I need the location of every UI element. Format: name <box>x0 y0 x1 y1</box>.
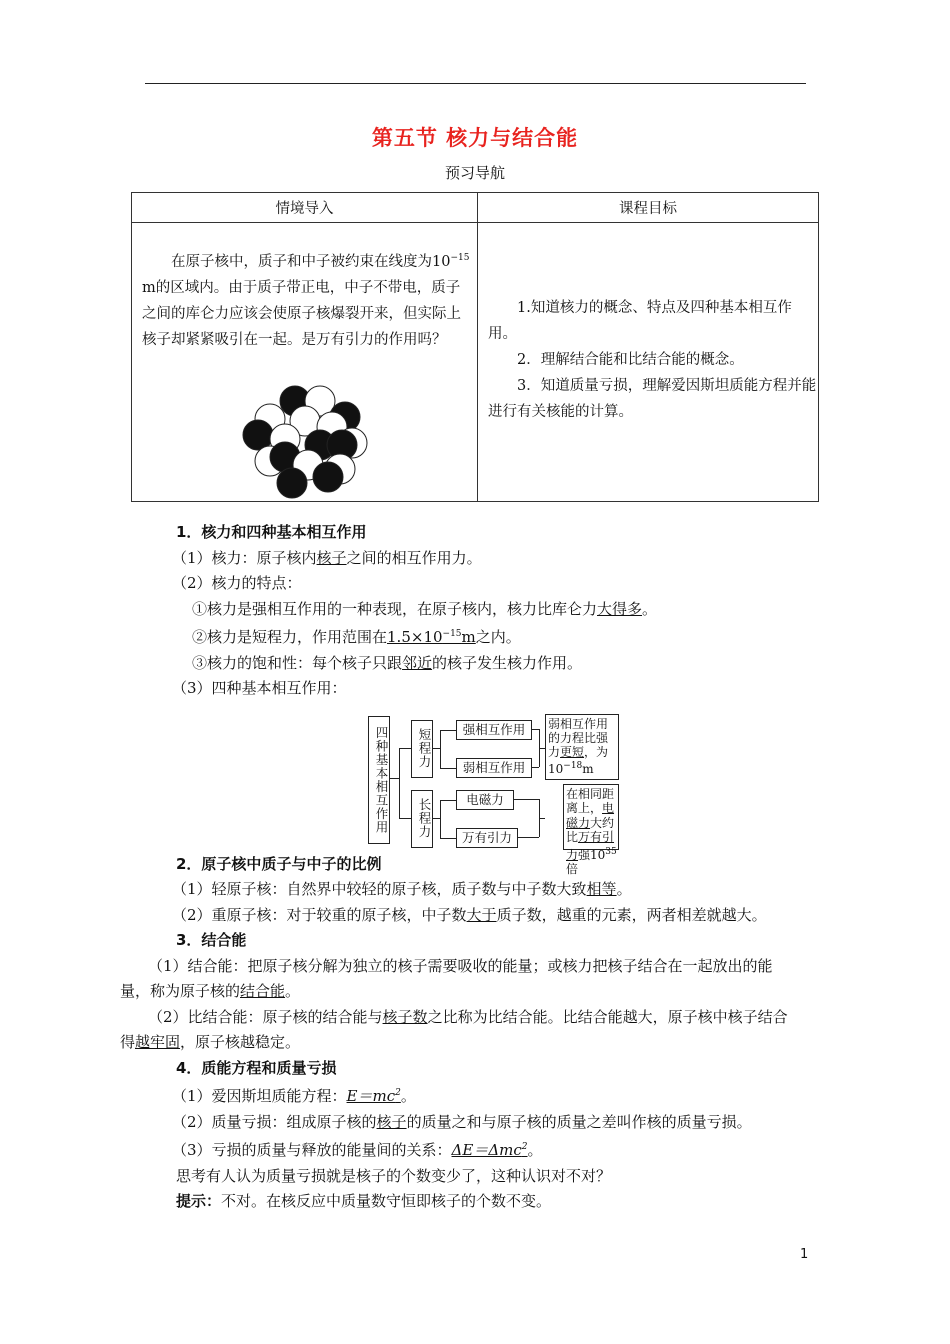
para-feature-2: ②核力是短程力，作用范围在$1.5\times 10^{-15}m$之内。 <box>192 628 521 646</box>
para-feature-1: ①核力是强相互作用的一种表现，在原子核内，核力比库仑力大得多。 <box>192 599 658 618</box>
para-light-nucleus: （1）轻原子核：自然界中较轻的原子核，质子数与中子数大致相等。 <box>172 880 632 898</box>
para-mass-defect: （2）质量亏损：组成原子核的核子的质量之和与原子核的质量之差叫作核的质量亏损。 <box>172 1112 752 1131</box>
goal-item: 1.知道核力的概念、特点及四种基本相互作用。 <box>488 300 792 342</box>
diagram-short-range-box: 短程力 <box>411 720 433 778</box>
header-rule <box>145 83 806 84</box>
diagram-note-em: 在相同距离上，电磁力大约比万有引力强$10^{35}$倍 <box>563 784 619 850</box>
section-heading-2: 2．原子核中质子与中子的比例 <box>176 854 382 873</box>
diagram-long-range-box: 长程力 <box>411 790 433 848</box>
diagram-strong-box: 强相互作用 <box>456 720 532 740</box>
scenario-text: 在原子核中，质子和中子被约束在线度为$10^{-15}$ m的区域内。由于质子带正电，中子不带电，质子之间的库仑力应该会使原子核爆裂开来，但实际上核子却紧紧吸引在一起。是万有引力的作用吗？ <box>142 253 470 348</box>
goals-cell <box>478 223 819 502</box>
table-header-scenario: 情境导入 <box>132 193 478 223</box>
scenario-cell <box>132 223 478 502</box>
para-nuclear-force: （1）核力：原子核内核子之间的相互作用力。 <box>172 548 482 567</box>
section-heading-1: 1．核力和四种基本相互作用 <box>176 523 367 541</box>
diagram-weak-box: 弱相互作用 <box>456 758 532 778</box>
page-title: 第五节 核力与结合能 <box>371 126 579 150</box>
para-think-question: 思考有人认为质量亏损就是核子的个数变少了，这种认识对不对？ <box>176 1166 612 1185</box>
goal-item: 2．理解结合能和比结合能的概念。 <box>517 352 744 368</box>
goals-list <box>488 295 818 425</box>
diagram-em-box: 电磁力 <box>456 790 514 810</box>
nucleus-illustration <box>240 383 372 503</box>
table-header-goals: 课程目标 <box>478 193 819 223</box>
section-heading-4: 4．质能方程和质量亏损 <box>176 1058 337 1077</box>
para-einstein-equation: （1）爱因斯坦质能方程：$E=mc^2$。 <box>172 1087 416 1105</box>
section-subtitle: 预习导航 <box>444 164 505 182</box>
page-number: 1 <box>800 1247 809 1262</box>
goal-item: 3．知道质量亏损，理解爱因斯坦质能方程并能进行有关核能的计算。 <box>488 378 817 420</box>
para-specific-binding-energy: （2）比结合能：原子核的结合能与核子数之比称为比结合能。比结合能越大，原子核中核子结合得越牢固，原子核越稳定。 <box>120 1007 788 1051</box>
diagram-root-box: 四种基本相互作用 <box>368 716 390 844</box>
para-four-interactions: （3）四种基本相互作用： <box>172 679 347 697</box>
diagram-gravity-box: 万有引力 <box>456 828 518 848</box>
para-force-features: （2）核力的特点： <box>172 574 302 592</box>
para-hint: 提示：不对。在核反应中质量数守恒即核子的个数不变。 <box>176 1192 552 1210</box>
para-feature-3: ③核力的饱和性：每个核子只跟邻近的核子发生核力作用。 <box>192 653 583 672</box>
section-heading-3: 3．结合能 <box>176 931 247 949</box>
main-content <box>120 520 818 1215</box>
diagram-note-weak: 弱相互作用的力程比强力更短，为$10^{-18}m$ <box>545 714 619 780</box>
preview-table <box>131 192 819 502</box>
para-binding-energy: （1）结合能：把原子核分解为独立的核子需要吸收的能量；或核力把核子结合在一起放出的能量，称为原子核的结合能。 <box>120 956 773 1000</box>
para-mass-energy-relation: （3）亏损的质量与释放的能量间的关系：ΔE＝Δmc$^2$。 <box>172 1141 543 1159</box>
para-heavy-nucleus: （2）重原子核：对于较重的原子核，中子数大于质子数，越重的元素，两者相差就越大。 <box>172 905 767 924</box>
